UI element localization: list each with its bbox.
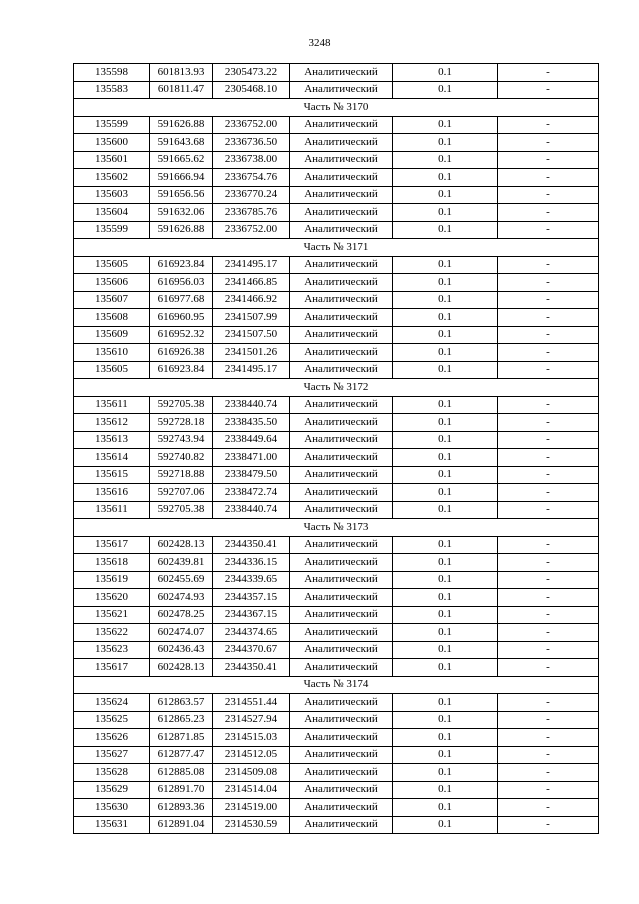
y-coordinate-cell: 2336738.00 [213, 151, 290, 169]
y-coordinate-cell: 2341507.99 [213, 309, 290, 327]
x-coordinate-cell: 602478.25 [150, 606, 213, 624]
point-number-cell: 135605 [74, 256, 150, 274]
x-coordinate-cell: 616977.68 [150, 291, 213, 309]
part-header-label: Часть № 3171 [74, 239, 599, 257]
point-number-cell: 135603 [74, 186, 150, 204]
y-coordinate-cell: 2344336.15 [213, 554, 290, 572]
part-header-row [74, 379, 599, 397]
accuracy-cell: 0.1 [393, 291, 498, 309]
table-row [74, 309, 599, 327]
point-number-cell: 135613 [74, 431, 150, 449]
part-header-label: Часть № 3170 [74, 99, 599, 117]
point-number-cell: 135611 [74, 396, 150, 414]
method-cell: Аналитический [290, 501, 393, 519]
y-coordinate-cell: 2344350.41 [213, 536, 290, 554]
description-cell: - [498, 449, 599, 467]
x-coordinate-cell: 616956.03 [150, 274, 213, 292]
x-coordinate-cell: 591656.56 [150, 186, 213, 204]
x-coordinate-cell: 601811.47 [150, 81, 213, 99]
table-row [74, 256, 599, 274]
method-cell: Аналитический [290, 764, 393, 782]
description-cell: - [498, 64, 599, 82]
table-row [74, 396, 599, 414]
accuracy-cell: 0.1 [393, 326, 498, 344]
x-coordinate-cell: 602455.69 [150, 571, 213, 589]
description-cell: - [498, 221, 599, 239]
accuracy-cell: 0.1 [393, 501, 498, 519]
table-row [74, 151, 599, 169]
y-coordinate-cell: 2314519.00 [213, 799, 290, 817]
point-number-cell: 135599 [74, 116, 150, 134]
table-row [74, 764, 599, 782]
accuracy-cell: 0.1 [393, 816, 498, 834]
point-number-cell: 135610 [74, 344, 150, 362]
description-cell: - [498, 606, 599, 624]
x-coordinate-cell: 591643.68 [150, 134, 213, 152]
method-cell: Аналитический [290, 799, 393, 817]
description-cell: - [498, 484, 599, 502]
method-cell: Аналитический [290, 554, 393, 572]
description-cell: - [498, 746, 599, 764]
point-number-cell: 135598 [74, 64, 150, 82]
x-coordinate-cell: 612893.36 [150, 799, 213, 817]
y-coordinate-cell: 2314512.05 [213, 746, 290, 764]
y-coordinate-cell: 2305468.10 [213, 81, 290, 99]
accuracy-cell: 0.1 [393, 571, 498, 589]
table-row [74, 501, 599, 519]
point-number-cell: 135600 [74, 134, 150, 152]
y-coordinate-cell: 2314527.94 [213, 711, 290, 729]
accuracy-cell: 0.1 [393, 361, 498, 379]
x-coordinate-cell: 616923.84 [150, 361, 213, 379]
method-cell: Аналитический [290, 641, 393, 659]
y-coordinate-cell: 2336752.00 [213, 221, 290, 239]
y-coordinate-cell: 2344367.15 [213, 606, 290, 624]
x-coordinate-cell: 592705.38 [150, 396, 213, 414]
x-coordinate-cell: 612865.23 [150, 711, 213, 729]
point-number-cell: 135631 [74, 816, 150, 834]
accuracy-cell: 0.1 [393, 449, 498, 467]
table-row [74, 711, 599, 729]
part-header-row [74, 239, 599, 257]
x-coordinate-cell: 602428.13 [150, 536, 213, 554]
point-number-cell: 135616 [74, 484, 150, 502]
x-coordinate-cell: 612891.04 [150, 816, 213, 834]
x-coordinate-cell: 616926.38 [150, 344, 213, 362]
point-number-cell: 135629 [74, 781, 150, 799]
x-coordinate-cell: 616952.32 [150, 326, 213, 344]
table-row [74, 466, 599, 484]
table-row [74, 484, 599, 502]
method-cell: Аналитический [290, 711, 393, 729]
accuracy-cell: 0.1 [393, 134, 498, 152]
method-cell: Аналитический [290, 624, 393, 642]
method-cell: Аналитический [290, 221, 393, 239]
point-number-cell: 135599 [74, 221, 150, 239]
description-cell: - [498, 291, 599, 309]
description-cell: - [498, 396, 599, 414]
y-coordinate-cell: 2336736.50 [213, 134, 290, 152]
y-coordinate-cell: 2314530.59 [213, 816, 290, 834]
method-cell: Аналитический [290, 606, 393, 624]
description-cell: - [498, 641, 599, 659]
x-coordinate-cell: 616923.84 [150, 256, 213, 274]
part-header-label: Часть № 3174 [74, 676, 599, 694]
point-number-cell: 135609 [74, 326, 150, 344]
part-header-label: Часть № 3173 [74, 519, 599, 537]
y-coordinate-cell: 2336752.00 [213, 116, 290, 134]
table-row [74, 659, 599, 677]
method-cell: Аналитический [290, 116, 393, 134]
table-row [74, 116, 599, 134]
x-coordinate-cell: 612863.57 [150, 694, 213, 712]
y-coordinate-cell: 2344339.65 [213, 571, 290, 589]
x-coordinate-cell: 591666.94 [150, 169, 213, 187]
description-cell: - [498, 134, 599, 152]
table-row [74, 81, 599, 99]
table-row [74, 274, 599, 292]
y-coordinate-cell: 2338472.74 [213, 484, 290, 502]
method-cell: Аналитический [290, 134, 393, 152]
accuracy-cell: 0.1 [393, 431, 498, 449]
page-number: 3248 [308, 37, 331, 49]
description-cell: - [498, 694, 599, 712]
table-row [74, 64, 599, 82]
method-cell: Аналитический [290, 344, 393, 362]
point-number-cell: 135628 [74, 764, 150, 782]
table-row [74, 169, 599, 187]
description-cell: - [498, 186, 599, 204]
x-coordinate-cell: 591632.06 [150, 204, 213, 222]
point-number-cell: 135608 [74, 309, 150, 327]
method-cell: Аналитический [290, 816, 393, 834]
accuracy-cell: 0.1 [393, 204, 498, 222]
description-cell: - [498, 309, 599, 327]
y-coordinate-cell: 2344374.65 [213, 624, 290, 642]
method-cell: Аналитический [290, 256, 393, 274]
table-row [74, 344, 599, 362]
point-number-cell: 135601 [74, 151, 150, 169]
method-cell: Аналитический [290, 536, 393, 554]
point-number-cell: 135626 [74, 729, 150, 747]
method-cell: Аналитический [290, 361, 393, 379]
table-row [74, 694, 599, 712]
point-number-cell: 135615 [74, 466, 150, 484]
method-cell: Аналитический [290, 186, 393, 204]
x-coordinate-cell: 592707.06 [150, 484, 213, 502]
accuracy-cell: 0.1 [393, 186, 498, 204]
table-row [74, 606, 599, 624]
description-cell: - [498, 781, 599, 799]
y-coordinate-cell: 2341466.85 [213, 274, 290, 292]
description-cell: - [498, 344, 599, 362]
part-header-row [74, 99, 599, 117]
point-number-cell: 135619 [74, 571, 150, 589]
accuracy-cell: 0.1 [393, 484, 498, 502]
table-row [74, 589, 599, 607]
table-row [74, 781, 599, 799]
accuracy-cell: 0.1 [393, 256, 498, 274]
method-cell: Аналитический [290, 589, 393, 607]
accuracy-cell: 0.1 [393, 221, 498, 239]
point-number-cell: 135630 [74, 799, 150, 817]
accuracy-cell: 0.1 [393, 81, 498, 99]
accuracy-cell: 0.1 [393, 624, 498, 642]
y-coordinate-cell: 2338440.74 [213, 396, 290, 414]
accuracy-cell: 0.1 [393, 169, 498, 187]
table-row [74, 554, 599, 572]
accuracy-cell: 0.1 [393, 466, 498, 484]
x-coordinate-cell: 592705.38 [150, 501, 213, 519]
y-coordinate-cell: 2344350.41 [213, 659, 290, 677]
accuracy-cell: 0.1 [393, 764, 498, 782]
table-row [74, 204, 599, 222]
x-coordinate-cell: 591626.88 [150, 221, 213, 239]
y-coordinate-cell: 2305473.22 [213, 64, 290, 82]
method-cell: Аналитический [290, 659, 393, 677]
y-coordinate-cell: 2314509.08 [213, 764, 290, 782]
y-coordinate-cell: 2341507.50 [213, 326, 290, 344]
method-cell: Аналитический [290, 396, 393, 414]
point-number-cell: 135622 [74, 624, 150, 642]
point-number-cell: 135607 [74, 291, 150, 309]
y-coordinate-cell: 2344370.67 [213, 641, 290, 659]
method-cell: Аналитический [290, 326, 393, 344]
method-cell: Аналитический [290, 204, 393, 222]
y-coordinate-cell: 2336785.76 [213, 204, 290, 222]
method-cell: Аналитический [290, 309, 393, 327]
description-cell: - [498, 466, 599, 484]
point-number-cell: 135620 [74, 589, 150, 607]
x-coordinate-cell: 602474.07 [150, 624, 213, 642]
description-cell: - [498, 169, 599, 187]
accuracy-cell: 0.1 [393, 641, 498, 659]
method-cell: Аналитический [290, 291, 393, 309]
x-coordinate-cell: 592728.18 [150, 414, 213, 432]
accuracy-cell: 0.1 [393, 64, 498, 82]
point-number-cell: 135612 [74, 414, 150, 432]
y-coordinate-cell: 2314514.04 [213, 781, 290, 799]
part-header-row [74, 676, 599, 694]
x-coordinate-cell: 591665.62 [150, 151, 213, 169]
point-number-cell: 135605 [74, 361, 150, 379]
accuracy-cell: 0.1 [393, 746, 498, 764]
description-cell: - [498, 274, 599, 292]
description-cell: - [498, 764, 599, 782]
x-coordinate-cell: 602439.81 [150, 554, 213, 572]
table-row [74, 641, 599, 659]
table-row [74, 326, 599, 344]
y-coordinate-cell: 2336754.76 [213, 169, 290, 187]
point-number-cell: 135625 [74, 711, 150, 729]
table-row [74, 816, 599, 834]
description-cell: - [498, 659, 599, 677]
accuracy-cell: 0.1 [393, 781, 498, 799]
description-cell: - [498, 116, 599, 134]
method-cell: Аналитический [290, 729, 393, 747]
point-number-cell: 135621 [74, 606, 150, 624]
accuracy-cell: 0.1 [393, 694, 498, 712]
point-number-cell: 135606 [74, 274, 150, 292]
method-cell: Аналитический [290, 466, 393, 484]
accuracy-cell: 0.1 [393, 711, 498, 729]
description-cell: - [498, 501, 599, 519]
description-cell: - [498, 571, 599, 589]
table-row [74, 414, 599, 432]
description-cell: - [498, 204, 599, 222]
x-coordinate-cell: 592740.82 [150, 449, 213, 467]
table-row [74, 431, 599, 449]
accuracy-cell: 0.1 [393, 589, 498, 607]
description-cell: - [498, 816, 599, 834]
table-row [74, 291, 599, 309]
description-cell: - [498, 151, 599, 169]
accuracy-cell: 0.1 [393, 151, 498, 169]
point-number-cell: 135583 [74, 81, 150, 99]
coordinates-table-body [74, 64, 599, 834]
point-number-cell: 135618 [74, 554, 150, 572]
accuracy-cell: 0.1 [393, 799, 498, 817]
table-row [74, 799, 599, 817]
accuracy-cell: 0.1 [393, 729, 498, 747]
point-number-cell: 135604 [74, 204, 150, 222]
y-coordinate-cell: 2341466.92 [213, 291, 290, 309]
point-number-cell: 135624 [74, 694, 150, 712]
x-coordinate-cell: 612877.47 [150, 746, 213, 764]
point-number-cell: 135602 [74, 169, 150, 187]
x-coordinate-cell: 591626.88 [150, 116, 213, 134]
accuracy-cell: 0.1 [393, 396, 498, 414]
point-number-cell: 135623 [74, 641, 150, 659]
method-cell: Аналитический [290, 449, 393, 467]
method-cell: Аналитический [290, 431, 393, 449]
table-row [74, 571, 599, 589]
method-cell: Аналитический [290, 151, 393, 169]
description-cell: - [498, 81, 599, 99]
y-coordinate-cell: 2341501.26 [213, 344, 290, 362]
method-cell: Аналитический [290, 694, 393, 712]
x-coordinate-cell: 612891.70 [150, 781, 213, 799]
table-row [74, 221, 599, 239]
method-cell: Аналитический [290, 169, 393, 187]
y-coordinate-cell: 2338479.50 [213, 466, 290, 484]
method-cell: Аналитический [290, 484, 393, 502]
y-coordinate-cell: 2341495.17 [213, 256, 290, 274]
table-row [74, 449, 599, 467]
table-row [74, 134, 599, 152]
method-cell: Аналитический [290, 781, 393, 799]
x-coordinate-cell: 612885.08 [150, 764, 213, 782]
x-coordinate-cell: 601813.93 [150, 64, 213, 82]
point-number-cell: 135617 [74, 536, 150, 554]
table-row [74, 186, 599, 204]
accuracy-cell: 0.1 [393, 274, 498, 292]
y-coordinate-cell: 2314515.03 [213, 729, 290, 747]
x-coordinate-cell: 602436.43 [150, 641, 213, 659]
point-number-cell: 135627 [74, 746, 150, 764]
x-coordinate-cell: 616960.95 [150, 309, 213, 327]
accuracy-cell: 0.1 [393, 554, 498, 572]
accuracy-cell: 0.1 [393, 116, 498, 134]
y-coordinate-cell: 2336770.24 [213, 186, 290, 204]
table-row [74, 746, 599, 764]
y-coordinate-cell: 2341495.17 [213, 361, 290, 379]
method-cell: Аналитический [290, 274, 393, 292]
description-cell: - [498, 711, 599, 729]
x-coordinate-cell: 602428.13 [150, 659, 213, 677]
x-coordinate-cell: 592743.94 [150, 431, 213, 449]
accuracy-cell: 0.1 [393, 606, 498, 624]
part-header-row [74, 519, 599, 537]
method-cell: Аналитический [290, 746, 393, 764]
y-coordinate-cell: 2338471.00 [213, 449, 290, 467]
description-cell: - [498, 414, 599, 432]
accuracy-cell: 0.1 [393, 536, 498, 554]
coordinates-table [73, 63, 599, 834]
description-cell: - [498, 729, 599, 747]
table-row [74, 729, 599, 747]
x-coordinate-cell: 592718.88 [150, 466, 213, 484]
x-coordinate-cell: 612871.85 [150, 729, 213, 747]
table-row [74, 361, 599, 379]
description-cell: - [498, 361, 599, 379]
method-cell: Аналитический [290, 571, 393, 589]
description-cell: - [498, 624, 599, 642]
point-number-cell: 135614 [74, 449, 150, 467]
description-cell: - [498, 431, 599, 449]
accuracy-cell: 0.1 [393, 309, 498, 327]
description-cell: - [498, 554, 599, 572]
y-coordinate-cell: 2338440.74 [213, 501, 290, 519]
table-row [74, 536, 599, 554]
method-cell: Аналитический [290, 414, 393, 432]
description-cell: - [498, 326, 599, 344]
y-coordinate-cell: 2338449.64 [213, 431, 290, 449]
description-cell: - [498, 589, 599, 607]
x-coordinate-cell: 602474.93 [150, 589, 213, 607]
method-cell: Аналитический [290, 64, 393, 82]
y-coordinate-cell: 2314551.44 [213, 694, 290, 712]
part-header-label: Часть № 3172 [74, 379, 599, 397]
y-coordinate-cell: 2338435.50 [213, 414, 290, 432]
y-coordinate-cell: 2344357.15 [213, 589, 290, 607]
description-cell: - [498, 799, 599, 817]
accuracy-cell: 0.1 [393, 414, 498, 432]
accuracy-cell: 0.1 [393, 344, 498, 362]
table-row [74, 624, 599, 642]
point-number-cell: 135617 [74, 659, 150, 677]
accuracy-cell: 0.1 [393, 659, 498, 677]
description-cell: - [498, 536, 599, 554]
method-cell: Аналитический [290, 81, 393, 99]
point-number-cell: 135611 [74, 501, 150, 519]
description-cell: - [498, 256, 599, 274]
